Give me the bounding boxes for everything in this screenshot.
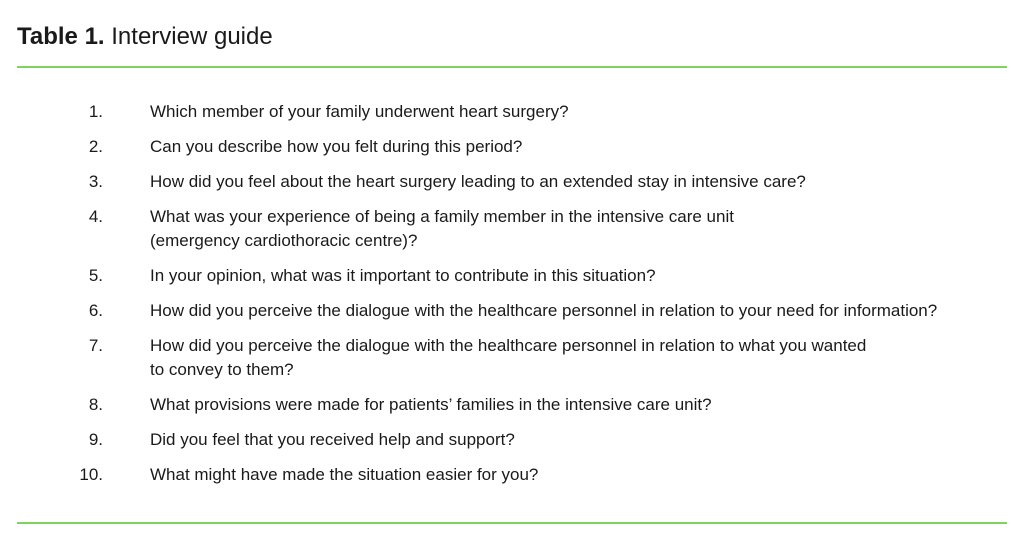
question-item <box>0 299 1024 323</box>
bottom-rule <box>17 522 1007 524</box>
question-number: 6. <box>88 301 103 320</box>
question-text: Can you describe how you felt during this period? <box>150 137 523 156</box>
question-item <box>0 205 1024 253</box>
question-item <box>0 334 1024 382</box>
table-caption <box>17 22 273 52</box>
question-text: Did you feel that you received help and support? <box>150 430 515 449</box>
top-rule <box>17 66 1007 68</box>
question-item <box>0 135 1024 159</box>
question-item <box>0 170 1024 194</box>
question-text: How did you feel about the heart surgery leading to an extended stay in intensive care? <box>150 172 806 191</box>
question-item <box>0 463 1024 487</box>
question-item <box>0 428 1024 452</box>
question-number: 7. <box>88 336 103 355</box>
question-item <box>0 264 1024 288</box>
question-number: 1. <box>88 102 103 121</box>
question-text-line-1: What was your experience of being a family member in the intensive care unit <box>150 207 734 226</box>
question-text-line-2: to convey to them? <box>150 360 294 379</box>
table-label: Table 1. <box>17 23 105 50</box>
question-item <box>0 100 1024 124</box>
question-number: 9. <box>88 430 103 449</box>
question-text: How did you perceive the dialogue with the healthcare personnel in relation to your need for information? <box>150 301 938 320</box>
question-number: 3. <box>88 172 103 191</box>
question-list <box>0 100 1024 498</box>
question-text-line-2: (emergency cardiothoracic centre)? <box>150 231 418 250</box>
question-text: Which member of your family underwent heart surgery? <box>150 102 569 121</box>
question-number: 2. <box>88 137 103 156</box>
question-text: What provisions were made for patients’ families in the intensive care unit? <box>150 395 712 414</box>
question-number: 8. <box>88 395 103 414</box>
question-text: What might have made the situation easier for you? <box>150 465 539 484</box>
question-text-line-1: How did you perceive the dialogue with the healthcare personnel in relation to what you wanted <box>150 336 867 355</box>
question-number: 10. <box>79 465 103 484</box>
table-title: Interview guide <box>111 23 273 50</box>
question-number: 4. <box>88 207 103 226</box>
question-text: In your opinion, what was it important to contribute in this situation? <box>150 266 656 285</box>
question-number: 5. <box>88 266 103 285</box>
question-item <box>0 393 1024 417</box>
